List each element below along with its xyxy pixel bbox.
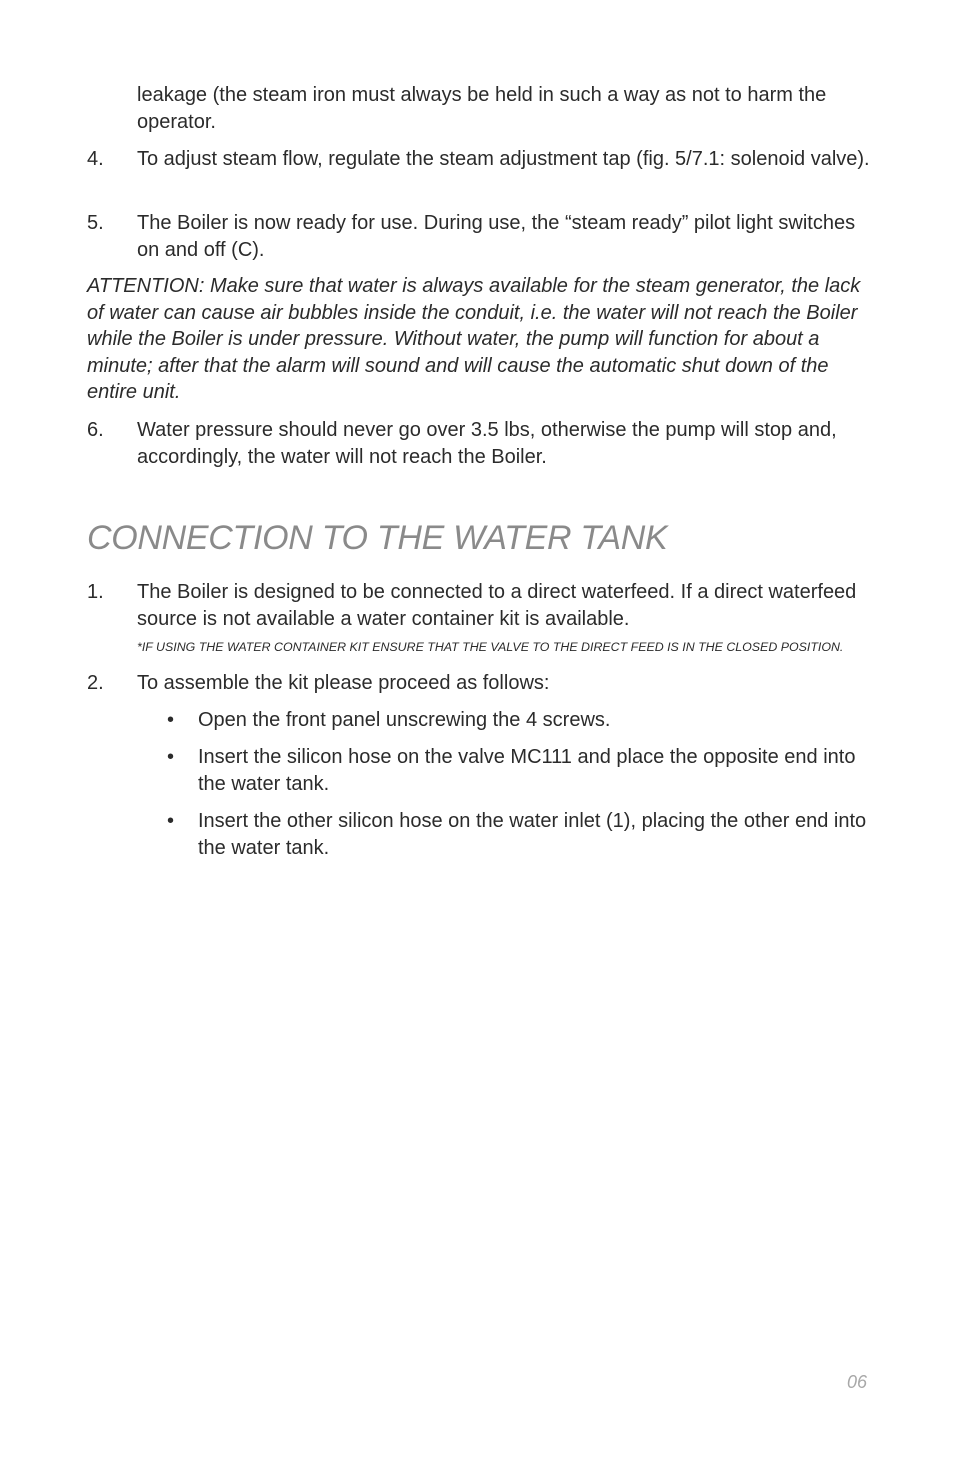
kit-note: *IF USING THE WATER CONTAINER KIT ENSURE THAT THE VALVE TO THE DIRECT FEED IS IN THE CLOSED POSITION.: [137, 640, 844, 654]
step-text: To assemble the kit please proceed as follows:: [137, 672, 550, 694]
attention-note: ATTENTION: Make sure that water is always available for the steam generator, the lack of water can cause air bubbles inside the conduit, i.e. the water will not reach the Boiler while the Boiler is under pressure. Without water, the pump will function for about a minute; after that the alarm will sound and will cause the automatic shut down of the entire unit.: [87, 275, 861, 403]
bullet-text: Insert the other silicon hose on the water inlet (1), placing the other end into the water tank.: [198, 810, 867, 859]
step-number: 2.: [87, 672, 104, 694]
step-number: 5.: [87, 212, 104, 234]
step-number: 4.: [87, 148, 104, 170]
bullet-text: Insert the silicon hose on the valve MC111 and place the opposite end into the water tank.: [198, 746, 856, 795]
bullet-marker: •: [167, 709, 175, 731]
step-text: The Boiler is now ready for use. During use, the “steam ready” pilot light switches on and off (C).: [137, 212, 856, 261]
bullet-marker: •: [167, 746, 175, 768]
bullet-marker: •: [167, 810, 175, 832]
step-text: To adjust steam flow, regulate the steam adjustment tap (fig. 5/7.1: solenoid valve).: [137, 148, 870, 170]
continuation-text: leakage (the steam iron must always be held in such a way as not to harm the operator.: [137, 84, 827, 133]
page-number: 06: [846, 1372, 867, 1392]
step-number: 1.: [87, 581, 104, 603]
section-heading: CONNECTION TO THE WATER TANK: [87, 519, 668, 557]
bullet-text: Open the front panel unscrewing the 4 screws.: [198, 709, 611, 731]
step-text: Water pressure should never go over 3.5 lbs, otherwise the pump will stop and, accordingly, the water will not reach the Boiler.: [137, 419, 837, 468]
step-text: The Boiler is designed to be connected to a direct waterfeed. If a direct waterfeed source is not available a water container kit is available.: [137, 581, 857, 630]
step-number: 6.: [87, 419, 104, 441]
